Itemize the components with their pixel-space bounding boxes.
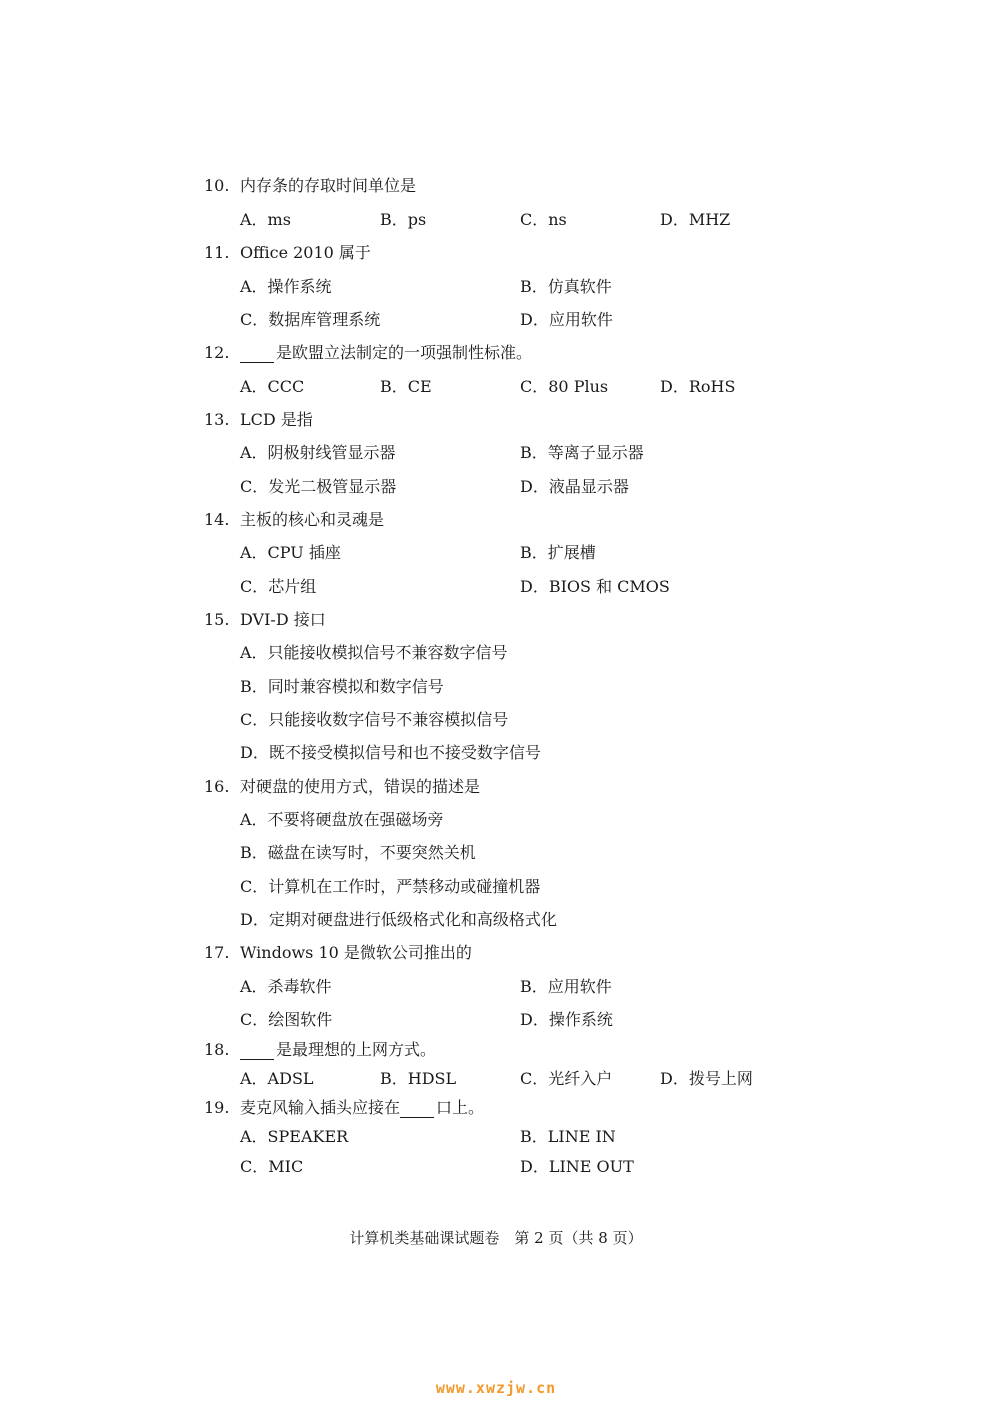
question-14 <box>204 510 384 530</box>
question-11 <box>204 243 371 263</box>
option-b: B．HDSL <box>380 1069 457 1088</box>
option-a: A．ms <box>240 210 291 229</box>
option-b: B．磁盘在读写时，不要突然关机 <box>240 843 476 862</box>
option-a: A．不要将硬盘放在强磁场旁 <box>240 810 444 829</box>
question-number: 10. <box>204 176 230 195</box>
question-stem: LCD 是指 <box>240 410 313 429</box>
option-b: B．CE <box>380 377 432 396</box>
option-a: A．CCC <box>240 377 305 396</box>
answer-blank <box>240 1043 274 1060</box>
option-a: A．只能接收模拟信号不兼容数字信号 <box>240 643 508 662</box>
question-stem: Windows 10 是微软公司推出的 <box>240 943 472 962</box>
option-d: D．液晶显示器 <box>520 477 629 496</box>
option-d: D．拨号上网 <box>660 1069 753 1088</box>
question-stem: 是最理想的上网方式。 <box>276 1040 437 1059</box>
option-b: B．ps <box>380 210 427 229</box>
question-12 <box>204 343 532 363</box>
option-b: B．同时兼容模拟和数字信号 <box>240 677 444 696</box>
question-15 <box>204 610 326 630</box>
option-c: C．数据库管理系统 <box>240 310 381 329</box>
answer-blank <box>240 346 274 363</box>
question-number: 18. <box>204 1040 230 1059</box>
option-d: D．定期对硬盘进行低级格式化和高级格式化 <box>240 910 557 929</box>
option-b: B．应用软件 <box>520 977 612 996</box>
option-d: D．RoHS <box>660 377 736 396</box>
option-c: C．芯片组 <box>240 577 317 596</box>
question-stem: 对硬盘的使用方式，错误的描述是 <box>240 777 481 796</box>
question-18 <box>204 1040 436 1060</box>
option-a: A．SPEAKER <box>240 1127 349 1146</box>
option-b: B．LINE IN <box>520 1127 616 1146</box>
answer-blank <box>400 1101 434 1118</box>
question-stem-after: 口上。 <box>436 1098 485 1117</box>
option-c: C．ns <box>520 210 567 229</box>
question-number: 15. <box>204 610 230 629</box>
option-b: B．扩展槽 <box>520 543 596 562</box>
question-stem: 主板的核心和灵魂是 <box>240 510 385 529</box>
option-a: A．CPU 插座 <box>240 543 341 562</box>
question-16 <box>204 777 480 797</box>
option-d: D．操作系统 <box>520 1010 613 1029</box>
option-c: C．只能接收数字信号不兼容模拟信号 <box>240 710 509 729</box>
option-d: D．LINE OUT <box>520 1157 634 1176</box>
question-10 <box>204 176 416 196</box>
site-watermark: www.xwzjw.cn <box>435 1379 557 1397</box>
page-footer: 计算机类基础课试题卷 第 2 页（共 8 页） <box>349 1229 643 1247</box>
option-a: A．ADSL <box>240 1069 314 1088</box>
option-d: D．BIOS 和 CMOS <box>520 577 670 596</box>
option-c: C．绘图软件 <box>240 1010 333 1029</box>
option-a: A．阴极射线管显示器 <box>240 443 396 462</box>
option-d: D．应用软件 <box>520 310 613 329</box>
question-number: 14. <box>204 510 230 529</box>
question-number: 13. <box>204 410 230 429</box>
option-c: C．80 Plus <box>520 377 609 396</box>
question-stem: 内存条的存取时间单位是 <box>240 176 417 195</box>
question-17 <box>204 943 472 963</box>
option-c: C．光纤入户 <box>520 1069 613 1088</box>
question-number: 19. <box>204 1098 230 1117</box>
option-b: B．仿真软件 <box>520 277 612 296</box>
option-d: D．MHZ <box>660 210 731 229</box>
question-13 <box>204 410 313 430</box>
option-a: A．杀毒软件 <box>240 977 332 996</box>
question-number: 12. <box>204 343 230 362</box>
question-19 <box>204 1098 484 1118</box>
option-a: A．操作系统 <box>240 277 332 296</box>
option-d: D．既不接受模拟信号和也不接受数字信号 <box>240 743 541 762</box>
option-b: B．等离子显示器 <box>520 443 644 462</box>
question-number: 16. <box>204 777 230 796</box>
question-stem: DVI-D 接口 <box>240 610 326 629</box>
question-number: 11. <box>204 243 230 262</box>
question-stem: 是欧盟立法制定的一项强制性标准。 <box>276 343 533 362</box>
option-c: C．发光二极管显示器 <box>240 477 397 496</box>
option-c: C．计算机在工作时，严禁移动或碰撞机器 <box>240 877 541 896</box>
question-stem-before: 麦克风输入插头应接在 <box>240 1098 401 1117</box>
option-c: C．MIC <box>240 1157 304 1176</box>
question-stem: Office 2010 属于 <box>240 243 371 262</box>
question-number: 17. <box>204 943 230 962</box>
